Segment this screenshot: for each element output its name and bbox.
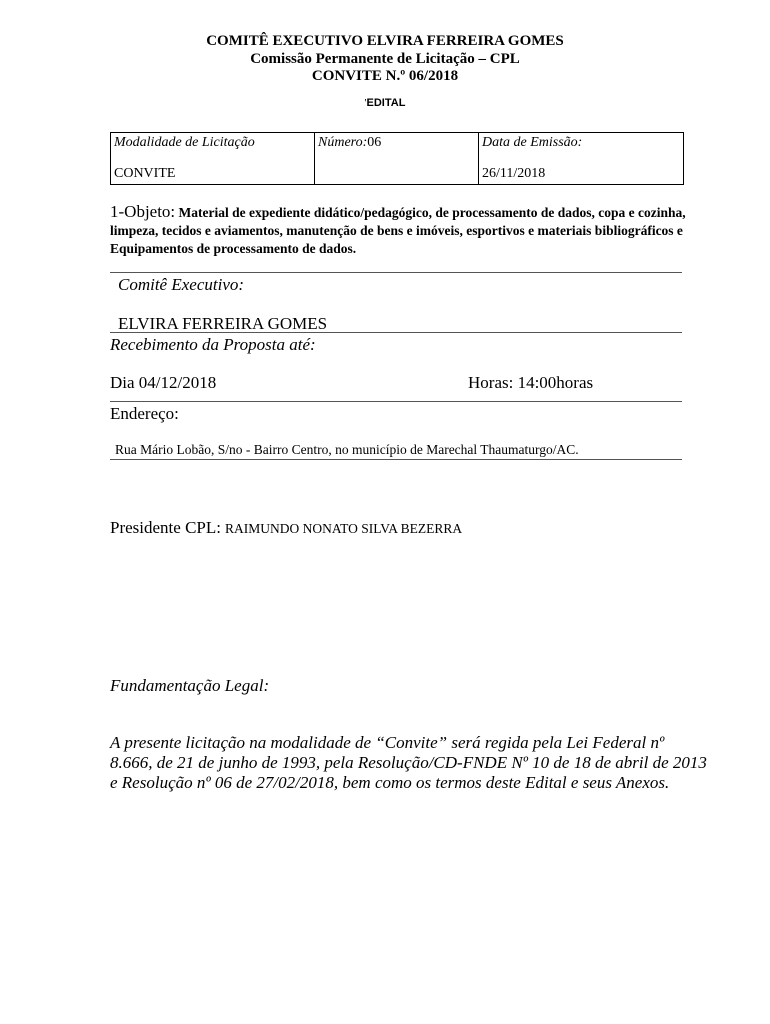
divider bbox=[110, 459, 682, 460]
header-line-1: COMITÊ EXECUTIVO ELVIRA FERREIRA GOMES bbox=[206, 33, 564, 49]
divider bbox=[110, 272, 682, 273]
comite-label: Comitê Executivo: bbox=[118, 275, 245, 294]
comite-value: ELVIRA FERREIRA GOMES bbox=[118, 314, 328, 333]
presidente-value: RAIMUNDO NONATO SILVA BEZERRA bbox=[224, 521, 463, 536]
fundamentacao-label: Fundamentação Legal: bbox=[110, 676, 270, 695]
numero-value: 06 bbox=[367, 135, 382, 150]
header-line-2: Comissão Permanente de Licitação – CPL bbox=[250, 51, 520, 67]
numero-label: Número: bbox=[318, 135, 368, 150]
info-table bbox=[110, 132, 684, 185]
modalidade-value: CONVITE bbox=[114, 166, 176, 181]
divider bbox=[110, 401, 682, 402]
modalidade-label: Modalidade de Licitação bbox=[114, 135, 255, 150]
header-line-3: CONVITE N.º 06/2018 bbox=[311, 68, 459, 84]
divider bbox=[110, 332, 682, 333]
recebimento-label: Recebimento da Proposta até: bbox=[110, 335, 316, 354]
recebimento-dia: Dia 04/12/2018 bbox=[110, 373, 217, 392]
data-emissao-label: Data de Emissão: bbox=[482, 135, 583, 150]
presidente-line bbox=[110, 518, 462, 538]
objeto-section bbox=[110, 203, 695, 258]
objeto-label: 1-Objeto: bbox=[110, 202, 176, 221]
endereco-label: Endereço: bbox=[110, 404, 179, 423]
edital-mark: ' bbox=[364, 97, 367, 109]
modalidade-cell bbox=[111, 133, 315, 185]
edital-label: EDITAL bbox=[366, 97, 406, 109]
presidente-label: Presidente CPL: bbox=[110, 518, 221, 537]
objeto-text: Material de expediente didático/pedagógico, de processamento de dados, copa e cozinha, limpeza, tecidos e aviamentos, manutenção de bens e imóveis, esportivos e materiais bibliográficos e Equipamentos de processamento de dados. bbox=[110, 205, 686, 256]
edital-heading bbox=[0, 93, 770, 111]
endereco-value: Rua Mário Lobão, S/no - Bairro Centro, no município de Marechal Thaumaturgo/AC. bbox=[115, 442, 579, 457]
recebimento-horas: Horas: 14:00horas bbox=[468, 373, 594, 392]
data-emissao-cell bbox=[479, 133, 684, 185]
data-emissao-value: 26/11/2018 bbox=[482, 166, 546, 181]
fundamentacao-text: A presente licitação na modalidade de “Convite” será regida pela Lei Federal nº 8.666, de 21 de junho de 1993, pela Resolução/CD-FNDE Nº 10 de 18 de abril de 2013 e Resolução nº 06 de 27/02/2018, bem como os termos deste Edital e seus Anexos. bbox=[110, 733, 707, 792]
numero-cell bbox=[315, 133, 479, 185]
